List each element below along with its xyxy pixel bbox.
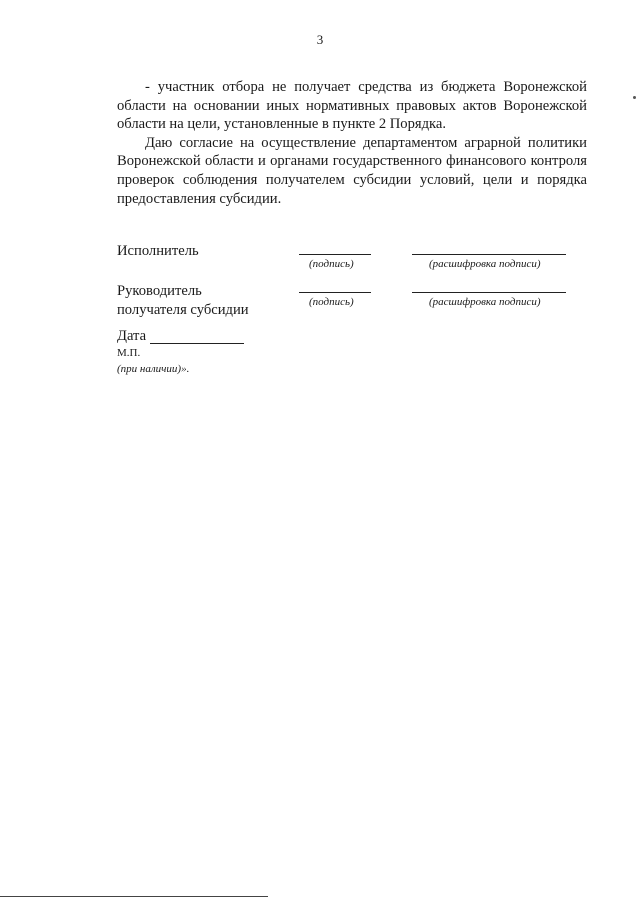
executor-label: Исполнитель <box>117 243 199 259</box>
scan-edge-mark <box>633 96 636 99</box>
head-label <box>117 282 249 319</box>
executor-decoding-line <box>412 254 566 255</box>
head-signature-caption: (подпись) <box>309 296 354 308</box>
head-label-line2: получателя субсидии <box>117 301 249 318</box>
date-label: Дата <box>117 328 147 344</box>
date-line <box>150 343 244 344</box>
head-decoding-line <box>412 292 566 293</box>
stamp-note: (при наличии)». <box>117 363 190 375</box>
paragraph-participant: - участник отбора не получает средства из бюджета Воронежской области на основании иных нормативных правовых актов Воронежской области на цели, установленные в пункте 2 Порядка. <box>117 79 587 133</box>
body-text <box>117 78 587 208</box>
head-signature-line <box>299 292 371 293</box>
executor-decoding-caption: (расшифровка подписи) <box>429 258 541 270</box>
head-decoding-caption: (расшифровка подписи) <box>429 296 541 308</box>
executor-signature-line <box>299 254 371 255</box>
page-number: 3 <box>316 32 324 47</box>
executor-signature-caption: (подпись) <box>309 258 354 270</box>
head-label-line1: Руководитель <box>117 283 202 299</box>
paragraph-consent: Даю согласие на осуществление департаментом аграрной политики Воронежской области и органами государственного финансового контроля проверок соблюдения получателем субсидии условий, цели и порядка предоставления субсидии. <box>117 134 587 207</box>
scan-bottom-line <box>0 896 268 897</box>
stamp-label: М.П. <box>117 347 141 359</box>
